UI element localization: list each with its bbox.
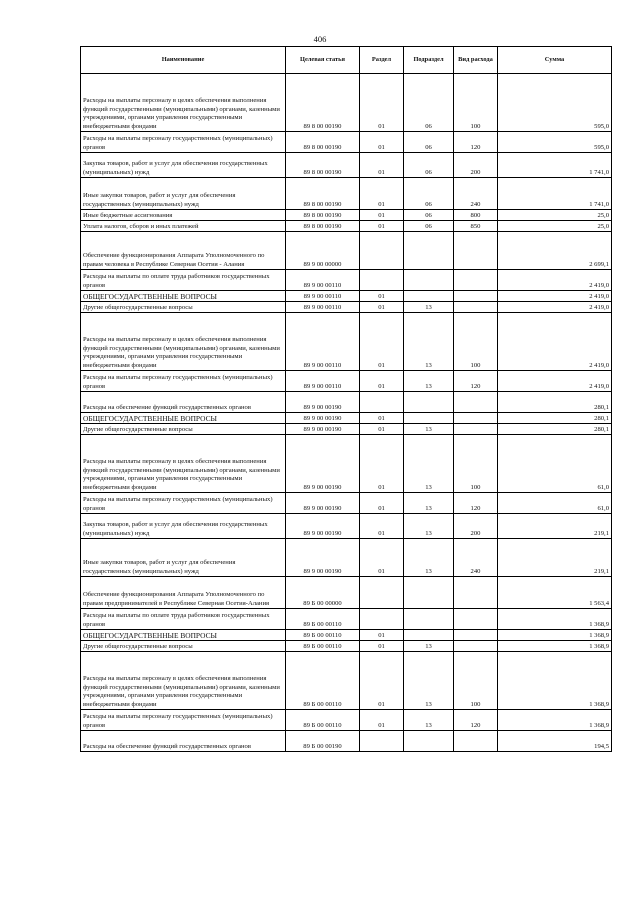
table-row (81, 652, 612, 710)
table-row (81, 710, 612, 731)
row-subsection-cell: 13 (404, 371, 454, 392)
row-sum-cell: 280,1 (498, 424, 612, 435)
header-section: Раздел (360, 47, 404, 74)
row-type-cell (454, 609, 498, 630)
table-row (81, 731, 612, 752)
table-row (81, 232, 612, 270)
table-row (81, 577, 612, 609)
row-section-cell: 01 (360, 153, 404, 178)
row-name-cell: Расходы на выплаты персоналу в целях обеспечения выполнения функций государственными (муниципальными) органами, казенными учреждениями, органами управления государственными внебюджетными фондами (81, 313, 286, 371)
row-code-cell: 89 9 00 00190 (286, 539, 360, 577)
table-row (81, 609, 612, 630)
row-code-cell: 89 Б 00 00190 (286, 731, 360, 752)
row-sum-cell: 219,1 (498, 514, 612, 539)
row-subsection-cell: 06 (404, 132, 454, 153)
row-subsection-cell: 13 (404, 313, 454, 371)
row-section-cell (360, 270, 404, 291)
table-row (81, 74, 612, 132)
row-code-cell: 89 8 00 00190 (286, 74, 360, 132)
row-subsection-cell (404, 232, 454, 270)
row-section-cell: 01 (360, 710, 404, 731)
row-code-cell: 89 9 00 00000 (286, 232, 360, 270)
row-sum-cell: 1 741,0 (498, 153, 612, 178)
row-name-cell: Расходы на выплаты по оплате труда работников государственных органов (81, 609, 286, 630)
row-subsection-cell (404, 630, 454, 641)
row-name-cell: Обеспечение функционирования Аппарата Уполномоченного по правам предпринимателей в Республике Северная Осетия-Алания (81, 577, 286, 609)
row-type-cell (454, 270, 498, 291)
row-type-cell: 100 (454, 435, 498, 493)
row-name-cell: Расходы на выплаты персоналу государственных (муниципальных) органов (81, 710, 286, 731)
row-name-cell: ОБЩЕГОСУДАРСТВЕННЫЕ ВОПРОСЫ (81, 630, 286, 641)
row-section-cell: 01 (360, 652, 404, 710)
row-name-cell: Расходы на выплаты по оплате труда работников государственных органов (81, 270, 286, 291)
row-sum-cell: 61,0 (498, 435, 612, 493)
row-code-cell: 89 9 00 00110 (286, 371, 360, 392)
row-name-cell: Закупка товаров, работ и услуг для обеспечения государственных (муниципальных) нужд (81, 153, 286, 178)
row-subsection-cell: 13 (404, 435, 454, 493)
row-sum-cell: 25,0 (498, 210, 612, 221)
row-code-cell: 89 8 00 00190 (286, 153, 360, 178)
row-section-cell: 01 (360, 371, 404, 392)
row-subsection-cell (404, 577, 454, 609)
row-section-cell (360, 392, 404, 413)
row-sum-cell: 280,1 (498, 413, 612, 424)
row-subsection-cell (404, 413, 454, 424)
row-name-cell: ОБЩЕГОСУДАРСТВЕННЫЕ ВОПРОСЫ (81, 413, 286, 424)
row-type-cell (454, 413, 498, 424)
row-type-cell: 100 (454, 313, 498, 371)
row-section-cell (360, 609, 404, 630)
row-section-cell: 01 (360, 178, 404, 210)
row-type-cell (454, 630, 498, 641)
row-section-cell: 01 (360, 514, 404, 539)
table-header-row (81, 47, 612, 74)
table-row (81, 413, 612, 424)
header-sum: Сумма (498, 47, 612, 74)
row-sum-cell: 2 419,0 (498, 302, 612, 313)
budget-table (80, 46, 612, 752)
row-code-cell: 89 Б 00 00110 (286, 710, 360, 731)
row-section-cell: 01 (360, 132, 404, 153)
header-subsection: Подраздел (404, 47, 454, 74)
header-expense-type: Вид расхода (454, 47, 498, 74)
row-type-cell: 200 (454, 153, 498, 178)
row-section-cell: 01 (360, 641, 404, 652)
row-code-cell: 89 8 00 00190 (286, 178, 360, 210)
row-code-cell: 89 9 00 00190 (286, 514, 360, 539)
row-name-cell: Расходы на обеспечение функций государственных органов (81, 731, 286, 752)
row-section-cell: 01 (360, 302, 404, 313)
row-type-cell: 120 (454, 493, 498, 514)
table-row (81, 630, 612, 641)
row-type-cell (454, 577, 498, 609)
row-section-cell: 01 (360, 630, 404, 641)
row-sum-cell: 595,0 (498, 74, 612, 132)
row-type-cell: 100 (454, 74, 498, 132)
row-sum-cell: 194,5 (498, 731, 612, 752)
row-section-cell: 01 (360, 539, 404, 577)
row-type-cell (454, 302, 498, 313)
row-code-cell: 89 Б 00 00110 (286, 652, 360, 710)
row-name-cell: Иные закупки товаров, работ и услуг для обеспечения государственных (муниципальных) нужд (81, 539, 286, 577)
row-name-cell: Обеспечение функционирования Аппарата Уполномоченного по правам человека в Республике Северная Осетия - Алания (81, 232, 286, 270)
row-sum-cell: 1 563,4 (498, 577, 612, 609)
row-sum-cell: 61,0 (498, 493, 612, 514)
row-subsection-cell: 13 (404, 652, 454, 710)
row-code-cell: 89 Б 00 00000 (286, 577, 360, 609)
row-code-cell: 89 8 00 00190 (286, 132, 360, 153)
row-section-cell: 01 (360, 493, 404, 514)
row-sum-cell: 1 368,9 (498, 630, 612, 641)
row-sum-cell: 1 741,0 (498, 178, 612, 210)
row-code-cell: 89 9 00 00110 (286, 302, 360, 313)
table-row (81, 270, 612, 291)
table-row (81, 291, 612, 302)
table-row (81, 424, 612, 435)
table-row (81, 493, 612, 514)
row-subsection-cell: 13 (404, 710, 454, 731)
row-name-cell: Расходы на выплаты персоналу в целях обеспечения выполнения функций государственными (муниципальными) органами, казенными учреждениями, органами управления государственными внебюджетными фондами (81, 74, 286, 132)
row-subsection-cell (404, 270, 454, 291)
table-row (81, 302, 612, 313)
row-type-cell (454, 641, 498, 652)
row-sum-cell: 2 419,0 (498, 291, 612, 302)
row-sum-cell: 2 419,0 (498, 371, 612, 392)
row-subsection-cell: 13 (404, 514, 454, 539)
row-subsection-cell (404, 392, 454, 413)
row-sum-cell: 2 419,0 (498, 313, 612, 371)
table-body (81, 74, 612, 752)
row-code-cell: 89 9 00 00190 (286, 493, 360, 514)
row-subsection-cell (404, 731, 454, 752)
row-subsection-cell: 13 (404, 302, 454, 313)
row-code-cell: 89 Б 00 00110 (286, 630, 360, 641)
row-code-cell: 89 Б 00 00110 (286, 609, 360, 630)
row-name-cell: Расходы на выплаты персоналу в целях обеспечения выполнения функций государственными (муниципальными) органами, казенными учреждениями, органами управления государственными внебюджетными фондами (81, 652, 286, 710)
row-sum-cell: 280,1 (498, 392, 612, 413)
table-row (81, 132, 612, 153)
row-name-cell: Закупка товаров, работ и услуг для обеспечения государственных (муниципальных) нужд (81, 514, 286, 539)
row-sum-cell: 2 699,1 (498, 232, 612, 270)
row-subsection-cell: 13 (404, 641, 454, 652)
row-name-cell: Расходы на выплаты персоналу государственных (муниципальных) органов (81, 132, 286, 153)
row-section-cell: 01 (360, 413, 404, 424)
table-row (81, 641, 612, 652)
row-sum-cell: 1 368,9 (498, 641, 612, 652)
row-type-cell (454, 392, 498, 413)
row-code-cell: 89 9 00 00110 (286, 291, 360, 302)
row-sum-cell: 2 419,0 (498, 270, 612, 291)
table-row (81, 221, 612, 232)
row-subsection-cell (404, 291, 454, 302)
row-subsection-cell (404, 609, 454, 630)
row-subsection-cell: 13 (404, 493, 454, 514)
table-row (81, 153, 612, 178)
row-type-cell (454, 232, 498, 270)
row-sum-cell: 25,0 (498, 221, 612, 232)
table-row (81, 210, 612, 221)
table-row (81, 392, 612, 413)
header-name: Наименование (81, 47, 286, 74)
row-code-cell: 89 9 00 00190 (286, 413, 360, 424)
row-section-cell: 01 (360, 424, 404, 435)
row-sum-cell: 1 368,9 (498, 710, 612, 731)
row-name-cell: Другие общегосударственные вопросы (81, 641, 286, 652)
row-name-cell: Расходы на обеспечение функций государственных органов (81, 392, 286, 413)
row-subsection-cell: 06 (404, 178, 454, 210)
table-row (81, 435, 612, 493)
row-subsection-cell: 06 (404, 221, 454, 232)
table-row (81, 539, 612, 577)
row-code-cell: 89 9 00 00190 (286, 392, 360, 413)
row-name-cell: Другие общегосударственные вопросы (81, 424, 286, 435)
row-section-cell: 01 (360, 221, 404, 232)
row-name-cell: Расходы на выплаты персоналу государственных (муниципальных) органов (81, 493, 286, 514)
row-section-cell (360, 577, 404, 609)
row-sum-cell: 1 368,9 (498, 652, 612, 710)
row-subsection-cell: 06 (404, 210, 454, 221)
table-row (81, 178, 612, 210)
row-section-cell: 01 (360, 313, 404, 371)
row-type-cell: 120 (454, 132, 498, 153)
row-name-cell: Другие общегосударственные вопросы (81, 302, 286, 313)
row-name-cell: Иные бюджетные ассигнования (81, 210, 286, 221)
row-section-cell (360, 232, 404, 270)
row-sum-cell: 595,0 (498, 132, 612, 153)
row-section-cell: 01 (360, 291, 404, 302)
row-sum-cell: 219,1 (498, 539, 612, 577)
row-subsection-cell: 06 (404, 74, 454, 132)
row-section-cell (360, 731, 404, 752)
row-name-cell: ОБЩЕГОСУДАРСТВЕННЫЕ ВОПРОСЫ (81, 291, 286, 302)
row-type-cell: 850 (454, 221, 498, 232)
row-code-cell: 89 9 00 00110 (286, 270, 360, 291)
header-target-article: Целевая статья (286, 47, 360, 74)
row-code-cell: 89 9 00 00190 (286, 424, 360, 435)
table-row (81, 514, 612, 539)
row-type-cell (454, 291, 498, 302)
row-sum-cell: 1 368,9 (498, 609, 612, 630)
row-type-cell: 120 (454, 710, 498, 731)
row-type-cell: 240 (454, 539, 498, 577)
row-type-cell: 200 (454, 514, 498, 539)
row-name-cell: Расходы на выплаты персоналу в целях обеспечения выполнения функций государственными (муниципальными) органами, казенными учреждениями, органами управления государственными внебюджетными фондами (81, 435, 286, 493)
row-code-cell: 89 Б 00 00110 (286, 641, 360, 652)
row-code-cell: 89 9 00 00190 (286, 435, 360, 493)
row-code-cell: 89 8 00 00190 (286, 221, 360, 232)
row-section-cell: 01 (360, 74, 404, 132)
row-subsection-cell: 13 (404, 539, 454, 577)
row-subsection-cell: 06 (404, 153, 454, 178)
row-code-cell: 89 8 00 00190 (286, 210, 360, 221)
row-subsection-cell: 13 (404, 424, 454, 435)
row-type-cell: 800 (454, 210, 498, 221)
row-type-cell (454, 424, 498, 435)
row-type-cell: 120 (454, 371, 498, 392)
row-type-cell (454, 731, 498, 752)
row-name-cell: Уплата налогов, сборов и иных платежей (81, 221, 286, 232)
page-number: 406 (313, 34, 327, 44)
row-name-cell: Иные закупки товаров, работ и услуг для обеспечения государственных (муниципальных) нужд (81, 178, 286, 210)
row-type-cell: 100 (454, 652, 498, 710)
table-row (81, 313, 612, 371)
row-name-cell: Расходы на выплаты персоналу государственных (муниципальных) органов (81, 371, 286, 392)
row-type-cell: 240 (454, 178, 498, 210)
row-section-cell: 01 (360, 210, 404, 221)
row-code-cell: 89 9 00 00110 (286, 313, 360, 371)
row-section-cell: 01 (360, 435, 404, 493)
table-row (81, 371, 612, 392)
